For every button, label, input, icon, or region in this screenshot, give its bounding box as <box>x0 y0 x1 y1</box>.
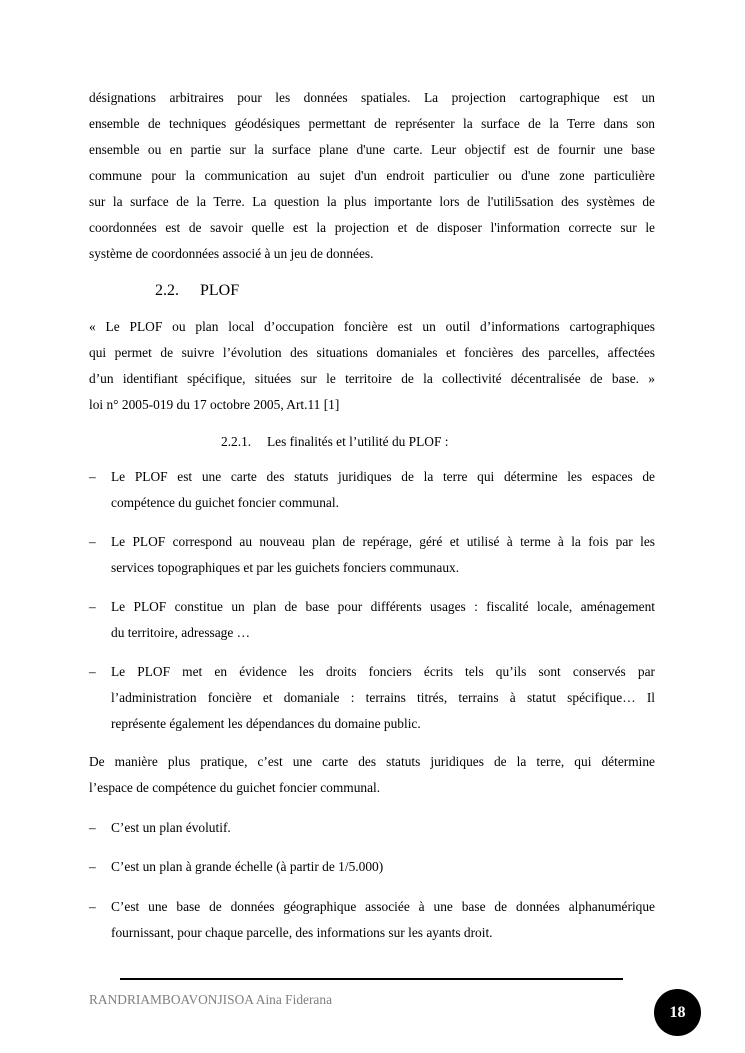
paragraph-line: commune pour la communication au sujet d'un endroit particulier ou d'une zone particulière <box>89 168 655 183</box>
list-item-line: l’administration foncière et domaniale : terrains titrés, terrains à statut spécifique… Il <box>111 690 655 705</box>
list-item-line: fournissant, pour chaque parcelle, des informations sur les ayants droit. <box>111 925 493 940</box>
paragraph-line: coordonnées est de savoir quelle est la projection et de disposer l'information correcte sur le <box>89 220 655 235</box>
paragraph-line: De manière plus pratique, c’est une carte des statuts juridiques de la terre, qui détermine <box>89 754 655 769</box>
list-item-line: C’est un plan évolutif. <box>111 820 231 835</box>
list-item-line: Le PLOF constitue un plan de base pour différents usages : fiscalité locale, aménagement <box>111 599 655 614</box>
list-item-line: représente également les dépendances du domaine public. <box>111 716 421 731</box>
list-item-line: Le PLOF met en évidence les droits fonciers écrits tels qu’ils sont conservés par <box>111 664 655 679</box>
plof-definition-quote <box>89 314 655 418</box>
quote-line: qui permet de suivre l’évolution des situations domaniales et foncières des parcelles, affectées <box>89 345 655 360</box>
paragraph-line: ensemble de techniques géodésiques permettant de représenter la surface de la Terre dans son <box>89 116 655 131</box>
list-item-line: Le PLOF est une carte des statuts juridiques de la terre qui détermine les espaces de <box>111 469 655 484</box>
list-item-line: Le PLOF correspond au nouveau plan de repérage, géré et utilisé à terme à la fois par les <box>111 534 655 549</box>
dash-bullet-icon: – <box>89 899 96 914</box>
subsection-title: Les finalités et l’utilité du PLOF : <box>267 434 449 449</box>
dash-bullet-icon: – <box>89 820 96 835</box>
paragraph-line: système de coordonnées associé à un jeu de données. <box>89 246 374 261</box>
subsection-heading <box>221 432 449 452</box>
practical-paragraph <box>89 749 655 801</box>
section-title: PLOF <box>200 282 240 299</box>
paragraph-line: ensemble ou en partie sur la surface plane d'une carte. Leur objectif est de fournir une base <box>89 142 655 157</box>
intro-paragraph <box>89 85 655 267</box>
paragraph-line: l’espace de compétence du guichet foncier communal. <box>89 780 381 795</box>
dash-bullet-icon: – <box>89 664 96 679</box>
list-item-line: services topographiques et par les guichets fonciers communaux. <box>111 560 460 575</box>
list-item-line: C’est un plan à grande échelle (à partir de 1/5.000) <box>111 859 384 874</box>
subsection-number: 2.2.1. <box>221 434 252 449</box>
list-item-line: compétence du guichet foncier communal. <box>111 495 339 510</box>
footer-author: RANDRIAMBOAVONJISOA Aina Fiderana <box>89 992 333 1007</box>
section-heading <box>155 280 239 302</box>
list-item-line: du territoire, adressage … <box>111 625 251 640</box>
paragraph-line: désignations arbitraires pour les données spatiales. La projection cartographique est un <box>89 90 655 105</box>
paragraph-line: sur la surface de la Terre. La question la plus importante lors de l'utili5sation des systèmes de <box>89 194 655 209</box>
quote-line: d’un identifiant spécifique, situées sur le territoire de la collectivité décentralisée de base. » <box>89 371 655 386</box>
dash-bullet-icon: – <box>89 599 96 614</box>
section-number: 2.2. <box>155 282 179 299</box>
dash-bullet-icon: – <box>89 469 96 484</box>
dash-bullet-icon: – <box>89 534 96 549</box>
quote-citation: loi n° 2005-019 du 17 octobre 2005, Art.11 [1] <box>89 397 340 412</box>
footer-divider <box>120 978 623 980</box>
page-number-badge: 18 <box>654 989 701 1036</box>
quote-line: « Le PLOF ou plan local d’occupation foncière est un outil d’informations cartographiques <box>89 319 655 334</box>
list-item-line: C’est une base de données géographique associée à une base de données alphanumérique <box>111 899 655 914</box>
dash-bullet-icon: – <box>89 859 96 874</box>
